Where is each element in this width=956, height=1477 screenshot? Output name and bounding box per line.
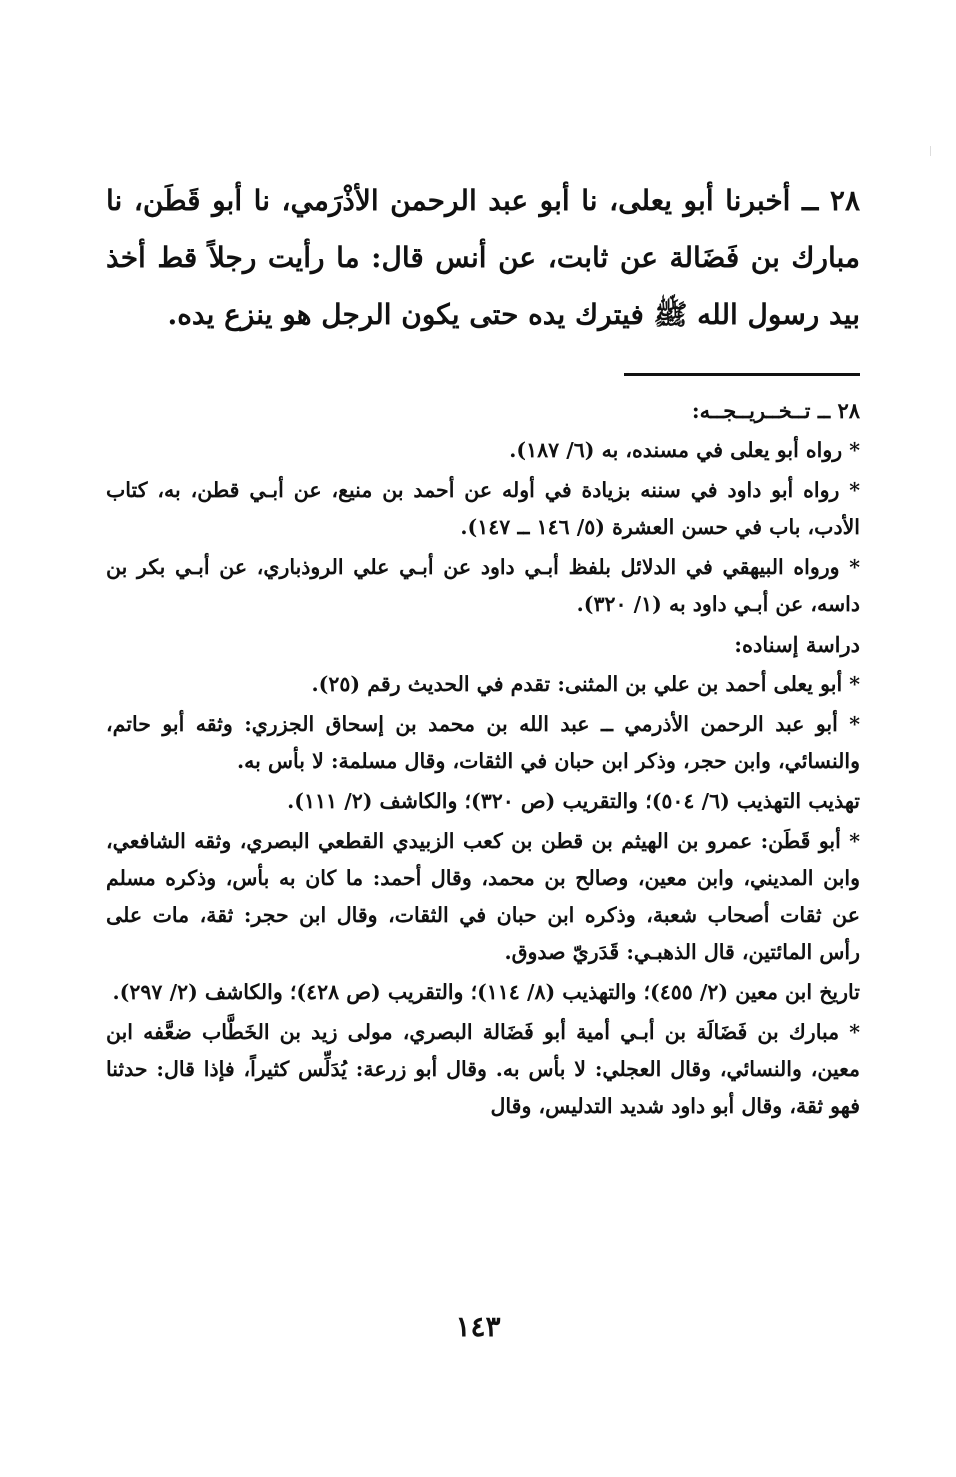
isnad-item: * أبو قَطَن: عمرو بن الهيثم بن قطن بن كعب الزبيدي القطعي البصري، وثقه الشافعي، وابن المديني، وابن معين، وصالح بن محمد، وقال أحمد: ما كان به بأس، وذكره مسلم عن ثقات أصحاب شعبة، وذكره ابن حبان في الثقات، وقال ابن حجر: ثقة، مات على رأس المائتين، قال الذهبـي: قَدَريّ صدوق.	[106, 829, 860, 964]
isnad-item: * أبو عبد الرحمن الأذرمي ــ عبد الله بن محمد بن إسحاق الجزري: وثقه أبو حاتم، والنسائي، وابن حجر، وذكر ابن حبان في الثقات، وقال مسلمة: لا بأس به.	[106, 712, 860, 773]
isnad-heading: دراسة إسناده:	[734, 632, 860, 657]
isnad-reference: تاريخ ابن معين (٢/ ٤٥٥)؛ والتهذيب (٨/ ١١٤)؛ والتقريب (ص ٤٢٨)؛ والكاشف (٢/ ٢٩٧).	[112, 980, 860, 1004]
takhrij-heading: ٢٨ ــ تــخــريــجــه:	[691, 398, 860, 423]
page-number: ١٤٣	[455, 1310, 501, 1343]
takhrij-item: * رواه أبو داود في سننه بزيادة في أوله عن أحمد بن منيع، عن أبـي قطن، به، كتاب الأدب، باب في حسن العشرة (٥/ ١٤٦ ــ ١٤٧).	[106, 478, 860, 539]
isnad-item: * مبارك بن فَضَالَة بن أبـي أمية أبو فَضَالة البصري، مولى زيد بن الخَطَّاب ضعَّفه ابن معين، والنسائي، وقال العجلي: لا بأس به. وقال أبو زرعة: يُدَلِّس كثيراً، فإذا قال: حدثنا فهو ثقة، وقال أبو داود شديد التدليس، وقال	[106, 1020, 860, 1118]
footnotes	[106, 392, 860, 1125]
isnad-reference: تهذيب التهذيب (٦/ ٥٠٤)؛ والتقريب (ص ٣٢٠)؛ والكاشف (٢/ ١١١).	[287, 789, 860, 813]
takhrij-item: * ورواه البيهقي في الدلائل بلفظ أبـي داود عن أبـي علي الروذباري، عن أبـي بكر بن داسه، عن أبـي داود به (١/ ٣٢٠).	[106, 555, 860, 616]
hadith-text: ٢٨ ــ أخبرنا أبو يعلى، نا أبو عبد الرحمن الأذْرَمي، نا أبو قَطَن، نا مبارك بن فَضَالة عن ثابت، عن أنس قال: ما رأيت رجلاً قط أخذ بيد رسول الله ﷺ فيترك يده حتى يكون الرجل هو ينزع يده.	[106, 184, 860, 331]
footnote-divider	[624, 373, 860, 376]
margin-mark	[930, 146, 931, 156]
hadith-text-block	[106, 172, 860, 343]
isnad-item: * أبو يعلى أحمد بن علي بن المثنى: تقدم في الحديث رقم (٢٥).	[311, 672, 860, 696]
takhrij-item: * رواه أبو يعلى في مسنده، به (٦/ ١٨٧).	[509, 438, 860, 462]
